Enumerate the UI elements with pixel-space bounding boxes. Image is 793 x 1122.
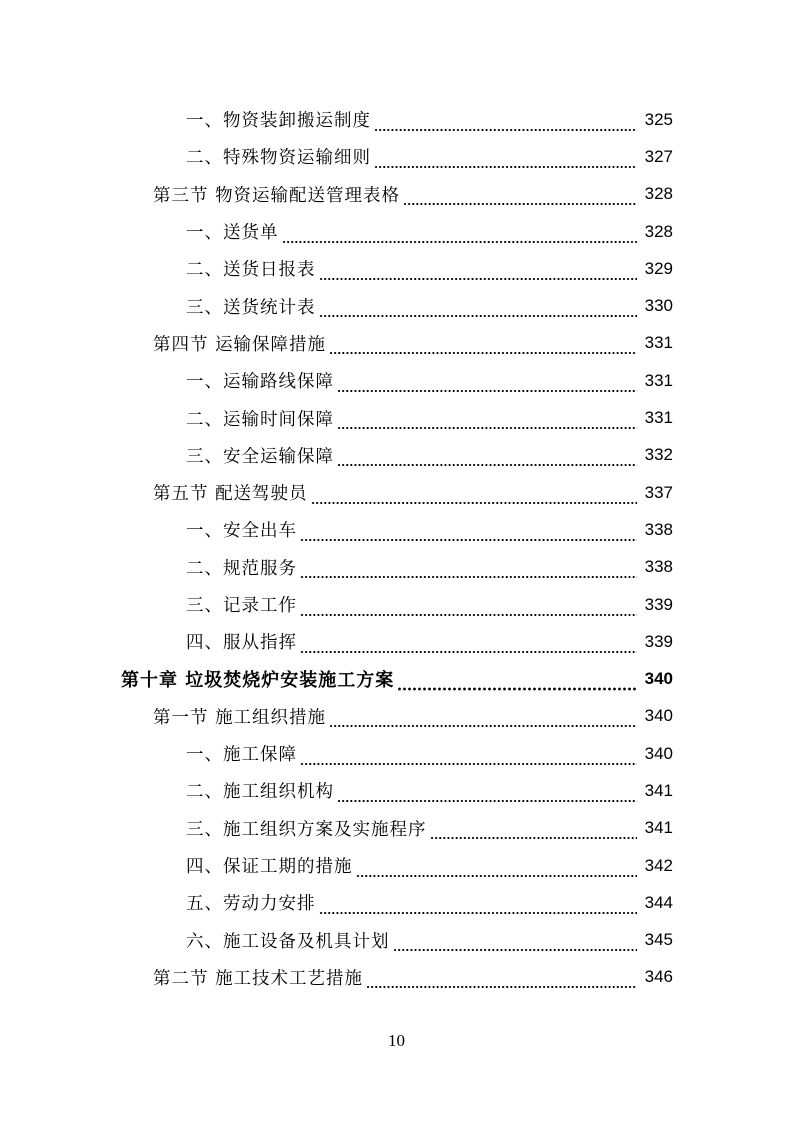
toc-entry-page: 328 bbox=[644, 221, 673, 241]
dot-leader bbox=[337, 783, 637, 803]
toc-entry[interactable] bbox=[0, 623, 793, 660]
dot-leader bbox=[393, 932, 638, 952]
toc-entry-title: 二、送货日报表 bbox=[186, 260, 316, 281]
toc-entry[interactable] bbox=[0, 437, 793, 474]
toc-entry-title: 第三节 物资运输配送管理表格 bbox=[153, 185, 401, 206]
toc-entry[interactable] bbox=[0, 250, 793, 287]
dot-leader bbox=[311, 485, 637, 505]
toc-entry-page: 337 bbox=[644, 482, 673, 502]
toc-entry[interactable] bbox=[0, 810, 793, 847]
dot-leader bbox=[430, 820, 638, 840]
dot-leader bbox=[282, 224, 638, 244]
toc-entry-page: 339 bbox=[644, 594, 673, 614]
dot-leader bbox=[337, 410, 637, 430]
dot-leader bbox=[300, 634, 637, 654]
dot-leader bbox=[329, 708, 637, 728]
toc-entry-title: 第五节 配送驾驶员 bbox=[153, 484, 308, 505]
toc-entry-page: 340 bbox=[644, 706, 673, 726]
toc-entry-title: 四、保证工期的措施 bbox=[186, 857, 353, 878]
toc-entry-title: 一、施工保障 bbox=[186, 745, 297, 766]
toc-entry-page: 331 bbox=[644, 333, 673, 353]
toc-entry-page: 341 bbox=[644, 818, 673, 838]
dot-leader bbox=[374, 149, 637, 169]
toc-entry-title: 三、记录工作 bbox=[186, 596, 297, 616]
toc-entry-title: 第二节 施工技术工艺措施 bbox=[153, 968, 364, 989]
dot-leader bbox=[337, 373, 637, 393]
toc-entry-title: 二、运输时间保障 bbox=[186, 409, 334, 430]
toc-entry-title: 三、送货统计表 bbox=[186, 297, 316, 318]
toc-entry-page: 341 bbox=[644, 780, 673, 800]
toc-entry-page: 332 bbox=[644, 445, 673, 465]
toc-entry[interactable] bbox=[0, 847, 793, 884]
dot-leader bbox=[329, 335, 637, 355]
toc-entry-title: 四、服从指挥 bbox=[186, 633, 297, 654]
toc-entry[interactable] bbox=[0, 176, 793, 213]
toc-entry[interactable] bbox=[0, 549, 793, 586]
toc-entry[interactable] bbox=[0, 287, 793, 324]
toc-entry-title: 第十章 垃圾焚烧炉安装施工方案 bbox=[121, 670, 395, 692]
toc-entry-page: 325 bbox=[644, 109, 673, 129]
dot-leader bbox=[300, 597, 637, 617]
toc-entry-page: 327 bbox=[644, 146, 673, 166]
toc-entry[interactable] bbox=[0, 660, 793, 697]
dot-leader bbox=[397, 671, 637, 691]
toc-entry[interactable] bbox=[0, 399, 793, 436]
toc-entry-title: 一、安全出车 bbox=[186, 521, 297, 542]
toc-entry-page: 345 bbox=[644, 930, 673, 950]
toc-entry-title: 五、劳动力安排 bbox=[186, 894, 316, 915]
toc-entry-title: 二、施工组织机构 bbox=[186, 782, 334, 803]
toc-entry-page: 331 bbox=[644, 370, 673, 390]
dot-leader bbox=[300, 559, 637, 579]
toc-entry[interactable] bbox=[0, 922, 793, 959]
toc-entry-page: 346 bbox=[644, 967, 673, 987]
toc-entry[interactable] bbox=[0, 213, 793, 250]
dot-leader bbox=[300, 522, 637, 542]
toc-entry-page: 344 bbox=[644, 892, 673, 912]
toc-entry-title: 一、送货单 bbox=[186, 223, 279, 244]
toc-entry-page: 328 bbox=[644, 184, 673, 204]
toc-entry-page: 338 bbox=[644, 557, 673, 577]
toc-entry-title: 二、规范服务 bbox=[186, 558, 297, 579]
toc-entry-title: 六、施工设备及机具计划 bbox=[186, 931, 390, 952]
toc-entry[interactable] bbox=[0, 698, 793, 735]
dot-leader bbox=[300, 746, 637, 766]
toc-entry-page: 339 bbox=[644, 631, 673, 651]
toc-entry[interactable] bbox=[0, 772, 793, 809]
toc-entry-page: 331 bbox=[644, 408, 673, 428]
toc-entry-page: 340 bbox=[644, 669, 673, 689]
toc-entry-title: 一、运输路线保障 bbox=[186, 372, 334, 393]
dot-leader bbox=[366, 969, 637, 989]
toc-entry-page: 342 bbox=[644, 855, 673, 875]
toc-entry-page: 340 bbox=[644, 743, 673, 763]
toc-entry-page: 329 bbox=[644, 258, 673, 278]
toc-entry[interactable] bbox=[0, 325, 793, 362]
toc-entry[interactable] bbox=[0, 101, 793, 138]
toc-entry-title: 三、施工组织方案及实施程序 bbox=[186, 819, 427, 840]
toc-entry-title: 二、特殊物资运输细则 bbox=[186, 148, 371, 169]
table-of-contents bbox=[0, 101, 793, 996]
dot-leader bbox=[319, 298, 638, 318]
toc-entry[interactable] bbox=[0, 362, 793, 399]
toc-entry[interactable] bbox=[0, 474, 793, 511]
dot-leader bbox=[319, 895, 638, 915]
toc-entry-page: 330 bbox=[644, 296, 673, 316]
toc-entry-title: 第一节 施工组织措施 bbox=[153, 707, 327, 728]
dot-leader bbox=[319, 261, 638, 281]
toc-entry[interactable] bbox=[0, 511, 793, 548]
toc-entry-title: 第四节 运输保障措施 bbox=[153, 334, 327, 355]
toc-entry[interactable] bbox=[0, 735, 793, 772]
toc-entry-page: 338 bbox=[644, 519, 673, 539]
dot-leader bbox=[337, 447, 637, 467]
toc-entry[interactable] bbox=[0, 138, 793, 175]
dot-leader bbox=[356, 858, 638, 878]
toc-entry-title: 三、安全运输保障 bbox=[186, 446, 334, 467]
toc-entry[interactable] bbox=[0, 884, 793, 921]
toc-entry[interactable] bbox=[0, 959, 793, 996]
toc-entry[interactable] bbox=[0, 586, 793, 623]
dot-leader bbox=[374, 112, 637, 132]
toc-entry-title: 一、物资装卸搬运制度 bbox=[186, 111, 371, 132]
page-number: 10 bbox=[388, 1031, 405, 1050]
dot-leader bbox=[403, 186, 637, 206]
